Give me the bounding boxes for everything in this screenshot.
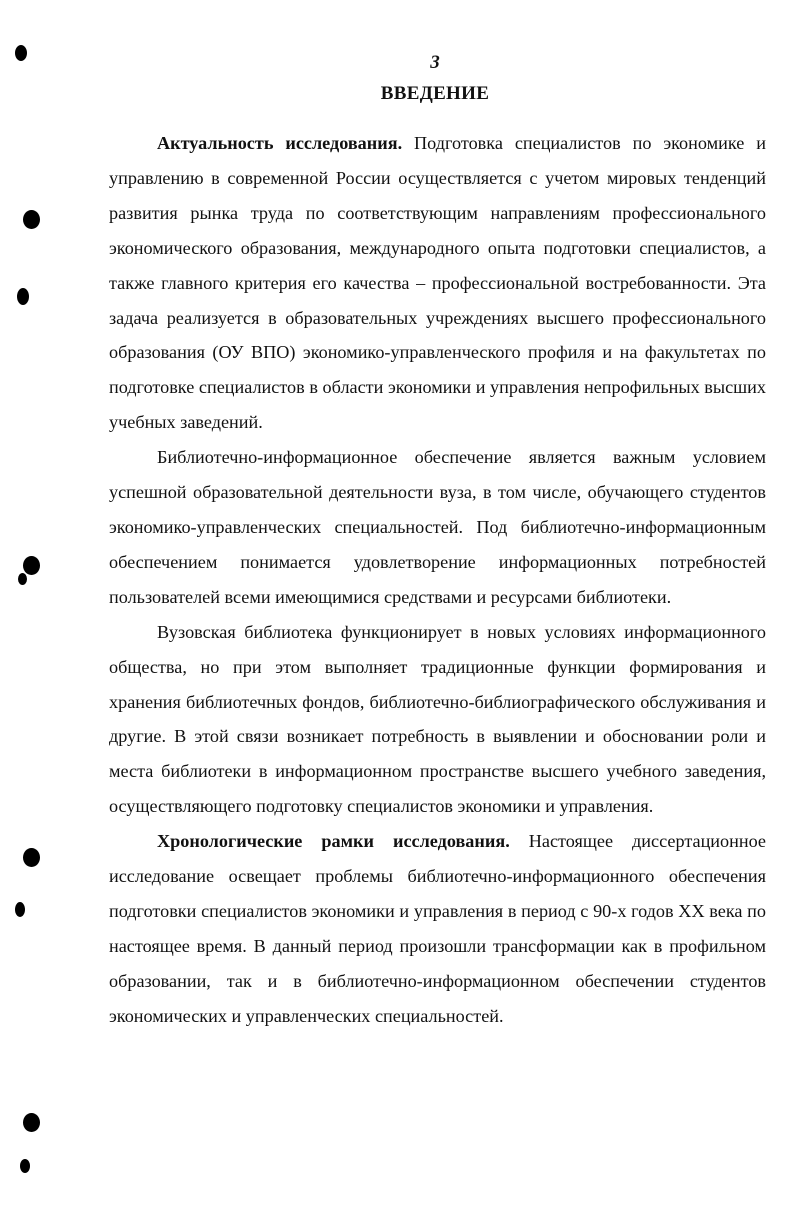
paragraph-relevance <box>109 126 766 440</box>
page-number: 3 <box>430 52 440 73</box>
page-title: ВВЕДЕНИЕ <box>380 83 490 104</box>
paragraph-library-support <box>109 440 766 615</box>
paragraph-lead: Хронологические рамки исследования. <box>157 831 510 852</box>
punch-hole-mark <box>20 1159 30 1173</box>
paragraph-text: Подготовка специалистов по экономике и управлению в современной России осуществляется с учетом мировых тенденций развития рынка труда по соответствующим направлениям профессионального экономического образования, международного опыта подготовки специалистов, а также главного критерия его качества – профессиональной востребованности. Эта задача реализуется в образовательных учреждениях высшего профессионального образования (ОУ ВПО) экономико-управленческого профиля и на факультетах по подготовке специалистов в области экономики и управления непрофильных высших учебных заведений. <box>109 133 766 433</box>
paragraph-text: Библиотечно-информационное обеспечение является важным условием успешной образовательной деятельности вуза, в том числе, обучающего студентов экономико-управленческих специальностей. Под библиотечно-информационным обеспечением понимается удовлетворение информационных потребностей пользователей всеми имеющимися средствами и ресурсами библиотеки. <box>109 447 766 607</box>
punch-hole-mark <box>23 1113 40 1132</box>
punch-hole-mark <box>15 902 25 917</box>
punch-hole-mark <box>23 848 40 867</box>
punch-hole-mark <box>17 288 29 305</box>
punch-hole-mark <box>23 556 40 575</box>
paragraph-text: Настоящее диссертационное исследование освещает проблемы библиотечно-информационного обеспечения подготовки специалистов экономики и управления в период с 90-х годов XX века по настоящее время. В данный период произошли трансформации как в профильном образовании, так и в библиотечно-информационном обеспечении студентов экономических и управленческих специальностей. <box>109 831 766 1026</box>
paragraph-chronology <box>109 824 766 1033</box>
punch-hole-mark <box>18 573 27 585</box>
punch-hole-mark <box>23 210 40 229</box>
paragraph-text: Вузовская библиотека функционирует в новых условиях информационного общества, но при этом выполняет традиционные функции формирования и хранения библиотечных фондов, библиотечно-библиографического обслуживания и другие. В этой связи возникает потребность в выявлении и обосновании роли и места библиотеки в информационном пространстве высшего учебного заведения, осуществляющего подготовку специалистов экономики и управления. <box>109 621 766 817</box>
paragraph-university-library <box>109 615 766 824</box>
paragraph-lead: Актуальность исследования. <box>157 133 403 153</box>
document-body <box>109 126 766 1034</box>
